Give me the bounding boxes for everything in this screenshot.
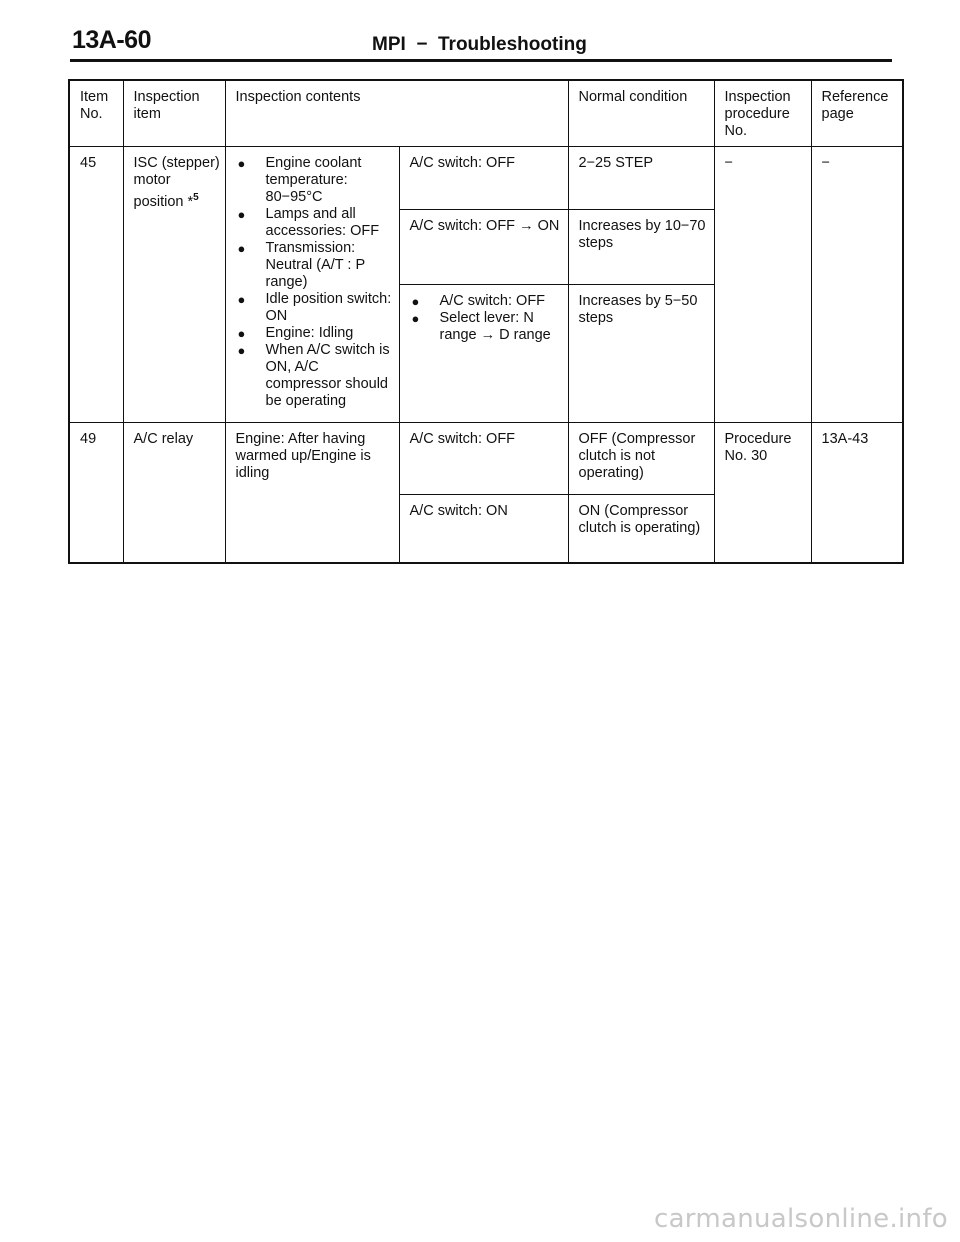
item-no-cell: 45	[69, 147, 123, 423]
condition-item: ● When A/C switch is ON, A/C compressor should be operating	[236, 342, 397, 410]
inspection-item-cell: A/C relay	[123, 423, 225, 564]
inspection-table	[68, 79, 904, 564]
inspection-item-text: ISC (stepper) motor position *	[133, 155, 220, 210]
inspection-item-cell	[123, 147, 225, 423]
sub-condition-list	[410, 293, 564, 344]
normal-condition-cell: ON (Compressor clutch is operating)	[568, 495, 714, 564]
sub-condition-cell	[399, 285, 568, 423]
normal-condition-cell: Increases by 10−70 steps	[568, 210, 714, 285]
inspection-contents-cell: Engine: After having warmed up/Engine is idling	[225, 423, 399, 564]
normal-condition-cell: 2−25 STEP	[568, 147, 714, 210]
inspection-contents-cell	[225, 147, 399, 423]
table-row	[69, 423, 903, 495]
table-header-row	[69, 80, 903, 147]
col-header-inspection-contents: Inspection contents	[225, 80, 568, 147]
procedure-cell: Procedure No. 30	[714, 423, 811, 564]
reference-cell: −	[811, 147, 903, 423]
condition-item: ● A/C switch: OFF	[410, 293, 564, 310]
col-header-inspection-item: Inspection item	[123, 80, 225, 147]
footnote-mark: 5	[193, 192, 199, 203]
procedure-cell: −	[714, 147, 811, 423]
condition-item: ● Select lever: N range → D range	[410, 310, 564, 344]
col-header-item-no: Item No.	[69, 80, 123, 147]
reference-cell: 13A-43	[811, 423, 903, 564]
page-title: MPI − Troubleshooting	[372, 34, 587, 55]
condition-item: ● Idle position switch: ON	[236, 291, 397, 325]
normal-condition-cell: OFF (Compressor clutch is not operating)	[568, 423, 714, 495]
condition-item: ● Lamps and all accessories: OFF	[236, 206, 397, 240]
sub-condition-cell: A/C switch: ON	[399, 495, 568, 564]
col-header-procedure: Inspection procedure No.	[714, 80, 811, 147]
sub-condition-cell: A/C switch: OFF → ON	[399, 210, 568, 285]
item-no-cell: 49	[69, 423, 123, 564]
watermark: carmanualsonline.info	[653, 1204, 948, 1234]
col-header-reference: Reference page	[811, 80, 903, 147]
page-number: 13A-60	[72, 26, 151, 54]
condition-list	[236, 155, 397, 410]
condition-item: ● Engine coolant temperature: 80−95°C	[236, 155, 397, 206]
sub-condition-cell: A/C switch: OFF	[399, 423, 568, 495]
table-row	[69, 147, 903, 210]
normal-condition-cell: Increases by 5−50 steps	[568, 285, 714, 423]
col-header-normal-condition: Normal condition	[568, 80, 714, 147]
condition-item: ● Engine: Idling	[236, 325, 397, 342]
sub-condition-cell: A/C switch: OFF	[399, 147, 568, 210]
header-rule	[70, 59, 892, 62]
condition-item: ● Transmission: Neutral (A/T : P range)	[236, 240, 397, 291]
